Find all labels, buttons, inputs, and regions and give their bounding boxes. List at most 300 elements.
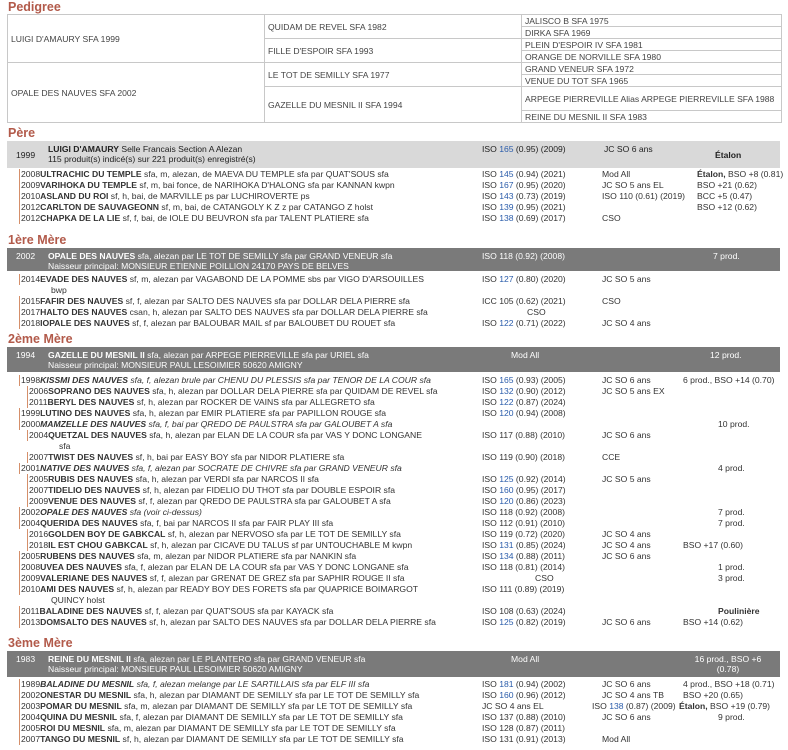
mere1-produce-entry xyxy=(21,318,395,329)
iso-index: 122 xyxy=(499,397,514,407)
produce-name[interactable]: RUBENS DES NAUVES xyxy=(40,551,135,561)
mere3-row xyxy=(7,679,782,690)
iso-prefix: ISO xyxy=(482,474,500,484)
mere3-name-line: REINE DU MESNIL II sfa, alezan par LE PLANTERO sfa par GRAND VENEUR sfa Naisseur principal: MONSIEUR PAUL LESOIMIER 50620 AMIGNY xyxy=(48,654,366,674)
mere2-name-line: GAZELLE DU MESNIL II sfa, alezan par ARPEGE PIERREVILLE sfa par URIEL sfa Naisseur principal: MONSIEUR PAUL LESOIMIER 50620 AMIGNY xyxy=(48,350,369,370)
pere-row xyxy=(7,213,782,224)
mere2-produce-entry xyxy=(21,419,392,430)
produce-name[interactable]: EVADE DES NAUVES xyxy=(40,274,128,284)
produce-name[interactable]: OPALE DES NAUVES xyxy=(40,507,128,517)
mere2-row xyxy=(7,430,782,441)
produce-desc: sfa, f, alezan par ELAN DE LA COUR sfa par VAS Y DONC LONGANE sfa xyxy=(121,562,409,572)
mere2-name[interactable]: GAZELLE DU MESNIL II xyxy=(48,350,145,360)
iso-prefix: ISO xyxy=(482,397,500,407)
mere3-name[interactable]: REINE DU MESNIL II xyxy=(48,654,131,664)
mere2-produce-entry xyxy=(21,562,409,573)
result-bso: BSO +21 (0.62) xyxy=(697,180,757,190)
produce-name[interactable]: SOPRANO DES NAUVES xyxy=(48,386,150,396)
mere2-produce-entry xyxy=(29,540,412,551)
produce-iso xyxy=(482,386,566,397)
pere-produce-entry xyxy=(21,191,310,202)
produce-year: 2001 xyxy=(21,463,41,473)
produce-year: 2003 xyxy=(21,701,41,711)
pedigree-gp-3[interactable]: LE TOT DE SEMILLY SFA 1977 xyxy=(265,63,522,87)
iso-suffix: (0.93) (2005) xyxy=(513,375,566,385)
produce-name[interactable]: ONESTAR DU MESNIL xyxy=(40,690,132,700)
produce-name[interactable]: UVEA DES NAUVES xyxy=(40,562,122,572)
iso-prefix: ISO 112 (0.91) (2010) xyxy=(482,518,565,528)
produce-performance: JC SO 4 ans xyxy=(602,318,651,328)
mere2-produce-entry xyxy=(21,584,418,595)
produce-result: 7 prod. xyxy=(718,518,745,528)
produce-desc: sf, h, alezan par ROCKER DE VAINS sfa par ALLEGRETO sfa xyxy=(134,397,375,407)
mere2-produce-entry xyxy=(21,551,356,562)
iso-suffix: (0.94) (2008) xyxy=(513,408,566,418)
iso-index: 181 xyxy=(499,679,514,689)
mere2-row xyxy=(7,573,782,584)
produce-performance: ISO 110 (0.61) (2019) xyxy=(602,191,685,201)
iso-suffix: (0.88) (2011) xyxy=(513,551,565,561)
produce-desc: sfa, h, alezan par DOLLAR DELA PIERRE sfa par QUIDAM DE REVEL sfa xyxy=(149,386,438,396)
produce-performance: CSO xyxy=(527,307,546,317)
mere2-produce-entry xyxy=(29,430,422,441)
produce-name[interactable]: VENUE DES NAUVES xyxy=(48,496,136,506)
pedigree-dam[interactable]: OPALE DES NAUVES SFA 2002 xyxy=(8,63,265,123)
produce-desc: sf, h, alezan par FIDELIO DU THOT sfa par DOUBLE ESPOIR sfa xyxy=(140,485,395,495)
produce-name[interactable]: IOPALE DES NAUVES xyxy=(40,318,130,328)
iso-prefix: ISO xyxy=(482,551,500,561)
iso-suffix: (0.96) (2012) xyxy=(513,690,566,700)
produce-desc: sf, h, alezan par NERVOSO sfa par LE TOT DE SEMILLY sfa xyxy=(165,529,401,539)
pedigree-ggp-5[interactable]: GRAND VENEUR SFA 1972 xyxy=(522,63,782,75)
produce-iso xyxy=(482,496,566,507)
produce-performance: Mod All xyxy=(602,169,631,179)
produce-desc: sf, m, alezan par VAGABOND DE LA POMME sbs par VIGO D'ARSOUILLES xyxy=(127,274,424,284)
produce-desc: sf, m, bai fonce, de NARIHOKA D'HALONG sfa par KANNAN kwpn xyxy=(137,180,395,190)
mere2-row-cont xyxy=(7,441,782,452)
iso-suffix: (0.80) (2020) xyxy=(513,274,566,284)
produce-year: 2007 xyxy=(29,452,49,462)
mere1-row xyxy=(7,274,782,285)
iso-prefix: ISO 119 (0.90) (2018) xyxy=(482,452,565,462)
mere1-count: 7 prod. xyxy=(713,251,740,261)
produce-name[interactable]: IL EST CHOU GABKCAL xyxy=(48,540,148,550)
iso-suffix: (0.85) (2024) xyxy=(513,540,566,550)
iso-prefix: ISO xyxy=(482,274,500,284)
produce-desc: sf, f, alezan par QREDO DE PAULSTRA sfa par GALOUBET A sfa xyxy=(136,496,391,506)
iso-prefix: ISO 118 (0.92) (2008) xyxy=(482,507,565,517)
mere2-row xyxy=(7,529,782,540)
mere2-row xyxy=(7,397,782,408)
produce-name[interactable]: VALERIANE DES NAUVES xyxy=(40,573,148,583)
pere-row xyxy=(7,191,782,202)
mere2-produce-entry xyxy=(21,518,333,529)
produce-year: 2005 xyxy=(29,474,49,484)
produce-desc: sfa, m, alezan par DIAMANT DE SEMILLY sfa par LE TOT DE SEMILLY sfa xyxy=(105,723,396,733)
mere2-breeder: Naisseur principal: MONSIEUR PAUL LESOIMIER 50620 AMIGNY xyxy=(48,360,303,370)
iso-index: 131 xyxy=(499,540,514,550)
mere2-row xyxy=(7,540,782,551)
produce-desc: sfa (voir ci-dessus) xyxy=(127,507,202,517)
produce-iso xyxy=(482,690,566,701)
mere2-produce-entry xyxy=(21,617,436,628)
iso-index: 160 xyxy=(499,485,514,495)
produce-name[interactable]: AMI DES NAUVES xyxy=(40,584,115,594)
iso-suffix: (0.94) (2002) xyxy=(513,679,566,689)
mere2-row xyxy=(7,474,782,485)
mere2-count: 12 prod. xyxy=(710,350,742,360)
produce-name[interactable]: FAFIR DES NAUVES xyxy=(40,296,124,306)
produce-name[interactable]: HALTO DES NAUVES xyxy=(40,307,128,317)
mere3-produce-entry xyxy=(21,734,404,745)
produce-name[interactable]: RUBIS DES NAUVES xyxy=(48,474,134,484)
iso-index: 138 xyxy=(499,213,514,223)
produce-desc: sfa, m, alezan par DIAMANT DE SEMILLY sfa par LE TOT DE SEMILLY sfa xyxy=(121,701,413,711)
produce-year: 2004 xyxy=(29,430,49,440)
produce-performance xyxy=(592,701,676,712)
produce-performance: JC SO 6 ans xyxy=(602,712,651,722)
mere3-row xyxy=(7,690,782,701)
pere-produce-entry xyxy=(21,213,369,224)
produce-iso xyxy=(482,562,565,573)
produce-result xyxy=(697,202,757,213)
result-status: Étalon, xyxy=(679,701,708,711)
pedigree-ggp-8[interactable]: REINE DU MESNIL II SFA 1983 xyxy=(522,111,782,123)
pedigree-ggp-1[interactable]: JALISCO B SFA 1975 xyxy=(522,15,782,27)
iso-suffix: (0.87) (2024) xyxy=(513,397,566,407)
produce-desc: sfa, m, alezan par NIDOR PLATIERE sfa par NANKIN sfa xyxy=(134,551,357,561)
pedigree-ggp-4[interactable]: ORANGE DE NORVILLE SFA 1980 xyxy=(522,51,782,63)
iso-prefix: ISO xyxy=(482,386,500,396)
produce-iso xyxy=(482,540,566,551)
mere1-name[interactable]: OPALE DES NAUVES xyxy=(48,251,136,261)
pere-produce-entry xyxy=(21,180,395,191)
iso-prefix: ISO xyxy=(482,213,500,223)
produce-name[interactable]: QUETZAL DES NAUVES xyxy=(48,430,147,440)
produce-name[interactable]: GOLDEN BOY DE GABKCAL xyxy=(48,529,166,539)
iso-prefix: ISO 117 (0.88) (2010) xyxy=(482,430,565,440)
produce-iso xyxy=(482,408,566,419)
produce-name[interactable]: VARIHOKA DU TEMPLE xyxy=(40,180,138,190)
produce-year: 2017 xyxy=(21,307,41,317)
produce-year: 2009 xyxy=(21,180,41,190)
mere2-produce-entry xyxy=(29,386,438,397)
produce-desc: sf, f, alezan par QUAT'SOUS sfa par KAYACK sfa xyxy=(142,606,334,616)
pere-produce-entry xyxy=(21,169,389,180)
produce-iso xyxy=(535,573,554,584)
produce-year: 2010 xyxy=(21,584,41,594)
produce-year: 2005 xyxy=(21,551,41,561)
produce-name[interactable]: BERYL DES NAUVES xyxy=(47,397,135,407)
mere2-row xyxy=(7,518,782,529)
produce-desc-cont: sfa xyxy=(59,441,71,451)
produce-iso xyxy=(482,679,566,690)
pedigree-ggp-3[interactable]: PLEIN D'ESPOIR IV SFA 1981 xyxy=(522,39,782,51)
mere2-row xyxy=(7,562,782,573)
iso-prefix: ISO xyxy=(482,318,500,328)
produce-desc: sf, f, alezan par GRENAT DE GREZ sfa par SAPHIR ROUGE II sfa xyxy=(147,573,405,583)
produce-desc: sf, h, alezan par READY BOY DES FORETS sfa par QUAPRICE BOIMARGOT xyxy=(114,584,419,594)
mere2-row xyxy=(7,606,782,617)
iso-prefix: JC SO 4 ans EL xyxy=(482,701,544,711)
produce-result xyxy=(697,169,783,180)
produce-name[interactable]: TWIST DES NAUVES xyxy=(48,452,134,462)
produce-name[interactable]: ULTRACHIC DU TEMPLE xyxy=(40,169,142,179)
produce-desc: sf, h, bai, de MARVILLE ps par LUCHIROVERTE ps xyxy=(108,191,310,201)
produce-name[interactable]: LUTINO DES NAUVES xyxy=(40,408,131,418)
produce-performance: JC SO 5 ans EL xyxy=(602,180,664,190)
produce-iso xyxy=(482,180,566,191)
produce-performance: JC SO 5 ans xyxy=(602,474,651,484)
iso-suffix: (0.87) (2009) xyxy=(623,701,676,711)
pere-status: Étalon xyxy=(715,150,742,160)
iso-prefix: ISO xyxy=(482,202,500,212)
iso-prefix: ISO xyxy=(482,496,500,506)
iso-suffix: (0.69) (2017) xyxy=(513,213,566,223)
produce-year: 2004 xyxy=(21,518,41,528)
produce-desc: sfa, m, alezan, de MAEVA DU TEMPLE sfa par QUAT'SOUS sfa xyxy=(141,169,389,179)
mere2-produce-entry xyxy=(21,606,333,617)
produce-desc: csan, h, alezan par SALTO DES NAUVES sfa par DOLLAR DELA PIERRE sfa xyxy=(127,307,428,317)
mere2-row xyxy=(7,584,782,595)
produce-desc: sfa, f, alezan brule par CHENU DU PLESSIS sfa par TENOR DE LA COUR sfa xyxy=(128,375,431,385)
mere3-row xyxy=(7,712,782,723)
mere3-header xyxy=(7,651,780,677)
produce-performance: CSO xyxy=(602,213,621,223)
pedigree-gp-1[interactable]: QUIDAM DE REVEL SFA 1982 xyxy=(265,15,522,39)
iso-index: 125 xyxy=(499,474,514,484)
produce-iso xyxy=(482,318,566,329)
iso-prefix: ISO 119 (0.72) (2020) xyxy=(482,529,565,539)
iso-index: 125 xyxy=(499,617,514,627)
produce-name[interactable]: ASLAND DU ROI xyxy=(40,191,109,201)
mere2-row xyxy=(7,551,782,562)
mere1-row xyxy=(7,307,782,318)
produce-year: 2000 xyxy=(21,419,41,429)
produce-name[interactable]: POMAR DU MESNIL xyxy=(40,701,122,711)
produce-result xyxy=(697,191,752,202)
produce-name[interactable]: TIDELIO DES NAUVES xyxy=(48,485,141,495)
produce-year: 2018 xyxy=(29,540,49,550)
mere2-iso: Mod All xyxy=(511,350,540,360)
produce-year: 2013 xyxy=(21,617,41,627)
iso-index: 143 xyxy=(499,191,514,201)
produce-name[interactable]: MAMZELLE DES NAUVES xyxy=(40,419,147,429)
iso-prefix: ISO xyxy=(592,701,610,711)
produce-year: 1999 xyxy=(21,408,41,418)
produce-result xyxy=(697,180,757,191)
produce-desc-cont: bwp xyxy=(51,285,67,295)
pere-name[interactable]: LUIGI D'AMAURY xyxy=(48,144,119,154)
produce-desc: sfa, h, alezan par VERDI sfa par NARCOS II sfa xyxy=(133,474,319,484)
iso-index: 145 xyxy=(499,169,514,179)
produce-result: 4 prod. xyxy=(718,463,745,473)
produce-iso xyxy=(482,617,566,628)
produce-year: 2004 xyxy=(21,712,41,722)
result-status: Étalon, xyxy=(697,169,726,179)
mere2-produce-entry xyxy=(21,573,405,584)
pedigree-gp-2[interactable]: FILLE D'ESPOIR SFA 1993 xyxy=(265,39,522,63)
iso-suffix: (0.71) (2022) xyxy=(513,318,566,328)
produce-performance: JC SO 5 ans xyxy=(602,274,651,284)
iso-index: 160 xyxy=(499,690,514,700)
pere-iso: ISO 165 (0.95) (2009) xyxy=(482,144,566,154)
produce-performance: JC SO 4 ans xyxy=(602,540,651,550)
produce-year: 2002 xyxy=(21,507,41,517)
iso-prefix: ISO xyxy=(482,485,500,495)
produce-year: 2012 xyxy=(21,213,41,223)
produce-name[interactable]: BALADINE DU MESNIL xyxy=(40,679,135,689)
mere3-row xyxy=(7,734,782,745)
produce-name[interactable]: ROI DU MESNIL xyxy=(40,723,106,733)
produce-desc: sf, m, bai, de CATANGOLY K Z z par CATANGO Z holst xyxy=(159,202,373,212)
produce-name[interactable]: QUERIDA DES NAUVES xyxy=(40,518,138,528)
produce-year: 2008 xyxy=(21,169,41,179)
produce-performance: JC SO 6 ans xyxy=(602,430,651,440)
pere-jc: JC SO 6 ans xyxy=(604,144,653,154)
produce-year: 2014 xyxy=(21,274,41,284)
iso-index: 134 xyxy=(499,551,514,561)
produce-year: 2008 xyxy=(21,562,41,572)
pedigree-ggp-6[interactable]: VENUE DU TOT SFA 1965 xyxy=(522,75,782,87)
produce-iso xyxy=(482,430,565,441)
mere2-produce-entry xyxy=(21,507,202,518)
produce-iso xyxy=(482,375,566,386)
produce-performance: JC SO 6 ans xyxy=(602,551,651,561)
pere-products: 115 produit(s) indicé(s) sur 221 produit(s) enregistré(s) xyxy=(48,154,256,164)
iso-prefix: CSO xyxy=(535,573,554,583)
produce-year: 1998 xyxy=(21,375,41,385)
mere2-header xyxy=(7,347,780,372)
mere2-produce-entry xyxy=(29,397,375,408)
produce-iso xyxy=(482,529,565,540)
produce-desc: sfa, f, bai par QREDO DE PAULSTRA sfa par GALOUBET A sfa xyxy=(146,419,393,429)
section-title-pedigree: Pedigree xyxy=(8,0,61,14)
produce-result: 9 prod. xyxy=(718,712,745,722)
produce-performance: JC SO 6 ans xyxy=(602,375,651,385)
iso-prefix: ISO 128 (0.87) (2011) xyxy=(482,723,565,733)
iso-prefix: ISO xyxy=(482,690,500,700)
produce-year: 2007 xyxy=(21,734,41,744)
mere2-produce-entry xyxy=(29,529,401,540)
produce-year: 2002 xyxy=(21,690,41,700)
produce-name[interactable]: TANGO DU MESNIL xyxy=(40,734,121,744)
iso-index: 167 xyxy=(499,180,514,190)
pere-produce-entry xyxy=(21,202,373,213)
mere3-iso: Mod All xyxy=(511,654,540,664)
produce-result: Poulinière xyxy=(718,606,760,616)
mere3-produce-entry xyxy=(21,679,369,690)
pere-row xyxy=(7,180,782,191)
produce-iso xyxy=(482,202,566,213)
produce-iso xyxy=(482,507,565,518)
mere3-produce-entry xyxy=(21,690,419,701)
produce-name[interactable]: KISSMI DES NAUVES xyxy=(40,375,128,385)
produce-name[interactable]: DOMSALTO DES NAUVES xyxy=(40,617,147,627)
produce-iso xyxy=(482,712,566,723)
section-title-pere: Père xyxy=(8,126,36,140)
iso-suffix: (0.73) (2019) xyxy=(513,191,566,201)
iso-index: 122 xyxy=(499,318,514,328)
mere3-row xyxy=(7,701,782,712)
pedigree-table xyxy=(7,14,782,123)
iso-prefix: ISO 137 (0.88) (2010) xyxy=(482,712,566,722)
mere3-produce-entry xyxy=(21,723,396,734)
iso-index: 138 xyxy=(609,701,624,711)
produce-name[interactable]: BALADINE DES NAUVES xyxy=(39,606,143,616)
pedigree-gp-4[interactable]: GAZELLE DU MESNIL II SFA 1994 xyxy=(265,87,522,123)
produce-iso xyxy=(482,213,566,224)
result-bso: BCC +5 (0.47) xyxy=(697,191,753,201)
iso-index: 139 xyxy=(499,202,514,212)
produce-name[interactable]: QUINA DU MESNIL xyxy=(40,712,118,722)
pere-header xyxy=(7,141,780,168)
mere2-row-cont xyxy=(7,595,782,606)
pedigree-ggp-2[interactable]: DIRKA SFA 1969 xyxy=(522,27,782,39)
produce-name[interactable]: CARLTON DE SAUVAGEONN xyxy=(40,202,160,212)
produce-result: BSO +17 (0.60) xyxy=(683,540,743,550)
produce-year: 2010 xyxy=(21,191,41,201)
mere2-row xyxy=(7,507,782,518)
iso-suffix: (0.94) (2021) xyxy=(513,169,566,179)
mere2-year: 1994 xyxy=(16,350,36,360)
iso-suffix: (0.95) (2021) xyxy=(513,202,566,212)
produce-iso xyxy=(482,296,566,307)
iso-prefix: ISO 108 (0.63) (2024) xyxy=(482,606,566,616)
pedigree-sire[interactable]: LUIGI D'AMAURY SFA 1999 xyxy=(8,15,265,63)
produce-desc: sfa, f, alezan par DIAMANT DE SEMILLY sfa par LE TOT DE SEMILLY sfa xyxy=(117,712,403,722)
produce-name[interactable]: CHAPKA DE LA LIE xyxy=(40,213,121,223)
iso-index: 132 xyxy=(499,386,514,396)
mere2-row xyxy=(7,452,782,463)
produce-performance: JC SO 5 ans EX xyxy=(602,386,665,396)
mere2-produce-entry xyxy=(29,485,395,496)
produce-year: 2009 xyxy=(29,496,49,506)
produce-desc: sf, h, alezan par DIAMANT DE SEMILLY sfa par LE TOT DE SEMILLY sfa xyxy=(120,734,404,744)
iso-suffix: (0.92) (2014) xyxy=(513,474,566,484)
mere1-produce-entry xyxy=(21,274,424,285)
produce-year: 1989 xyxy=(21,679,41,689)
produce-iso xyxy=(482,584,564,595)
mere2-row xyxy=(7,386,782,397)
iso-prefix: ISO xyxy=(482,540,500,550)
mere2-row xyxy=(7,419,782,430)
pere-name-line xyxy=(48,144,256,164)
iso-index: 127 xyxy=(499,274,514,284)
produce-performance: JC SO 6 ans xyxy=(602,679,651,689)
produce-result: BSO +20 (0.65) xyxy=(683,690,743,700)
mere2-produce-entry xyxy=(21,408,386,419)
mere2-row xyxy=(7,617,782,628)
mere3-breeder: Naisseur principal: MONSIEUR PAUL LESOIMIER 50620 AMIGNY xyxy=(48,664,303,674)
produce-name[interactable]: NATIVE DES NAUVES xyxy=(40,463,130,473)
produce-performance: CCE xyxy=(602,452,621,462)
produce-iso xyxy=(482,551,565,562)
pedigree-ggp-7[interactable]: ARPEGE PIERREVILLE Alias ARPEGE PIERREVILLE SFA 1988 xyxy=(522,87,782,111)
mere1-produce-entry xyxy=(21,307,428,318)
mere2-row xyxy=(7,408,782,419)
mere3-count: 16 prod., BSO +6 (0.78) xyxy=(694,654,762,674)
produce-iso xyxy=(482,452,565,463)
produce-result: 1 prod. xyxy=(718,562,745,572)
mere1-header xyxy=(7,248,780,271)
mere2-row xyxy=(7,463,782,474)
iso-prefix: ISO 118 (0.81) (2014) xyxy=(482,562,565,572)
iso-prefix: ISO xyxy=(482,191,500,201)
mere2-produce-entry xyxy=(29,474,319,485)
produce-desc: sfa, h, alezan par ELAN DE LA COUR sfa par VAS Y DONC LONGANE xyxy=(146,430,422,440)
produce-iso xyxy=(482,734,566,745)
